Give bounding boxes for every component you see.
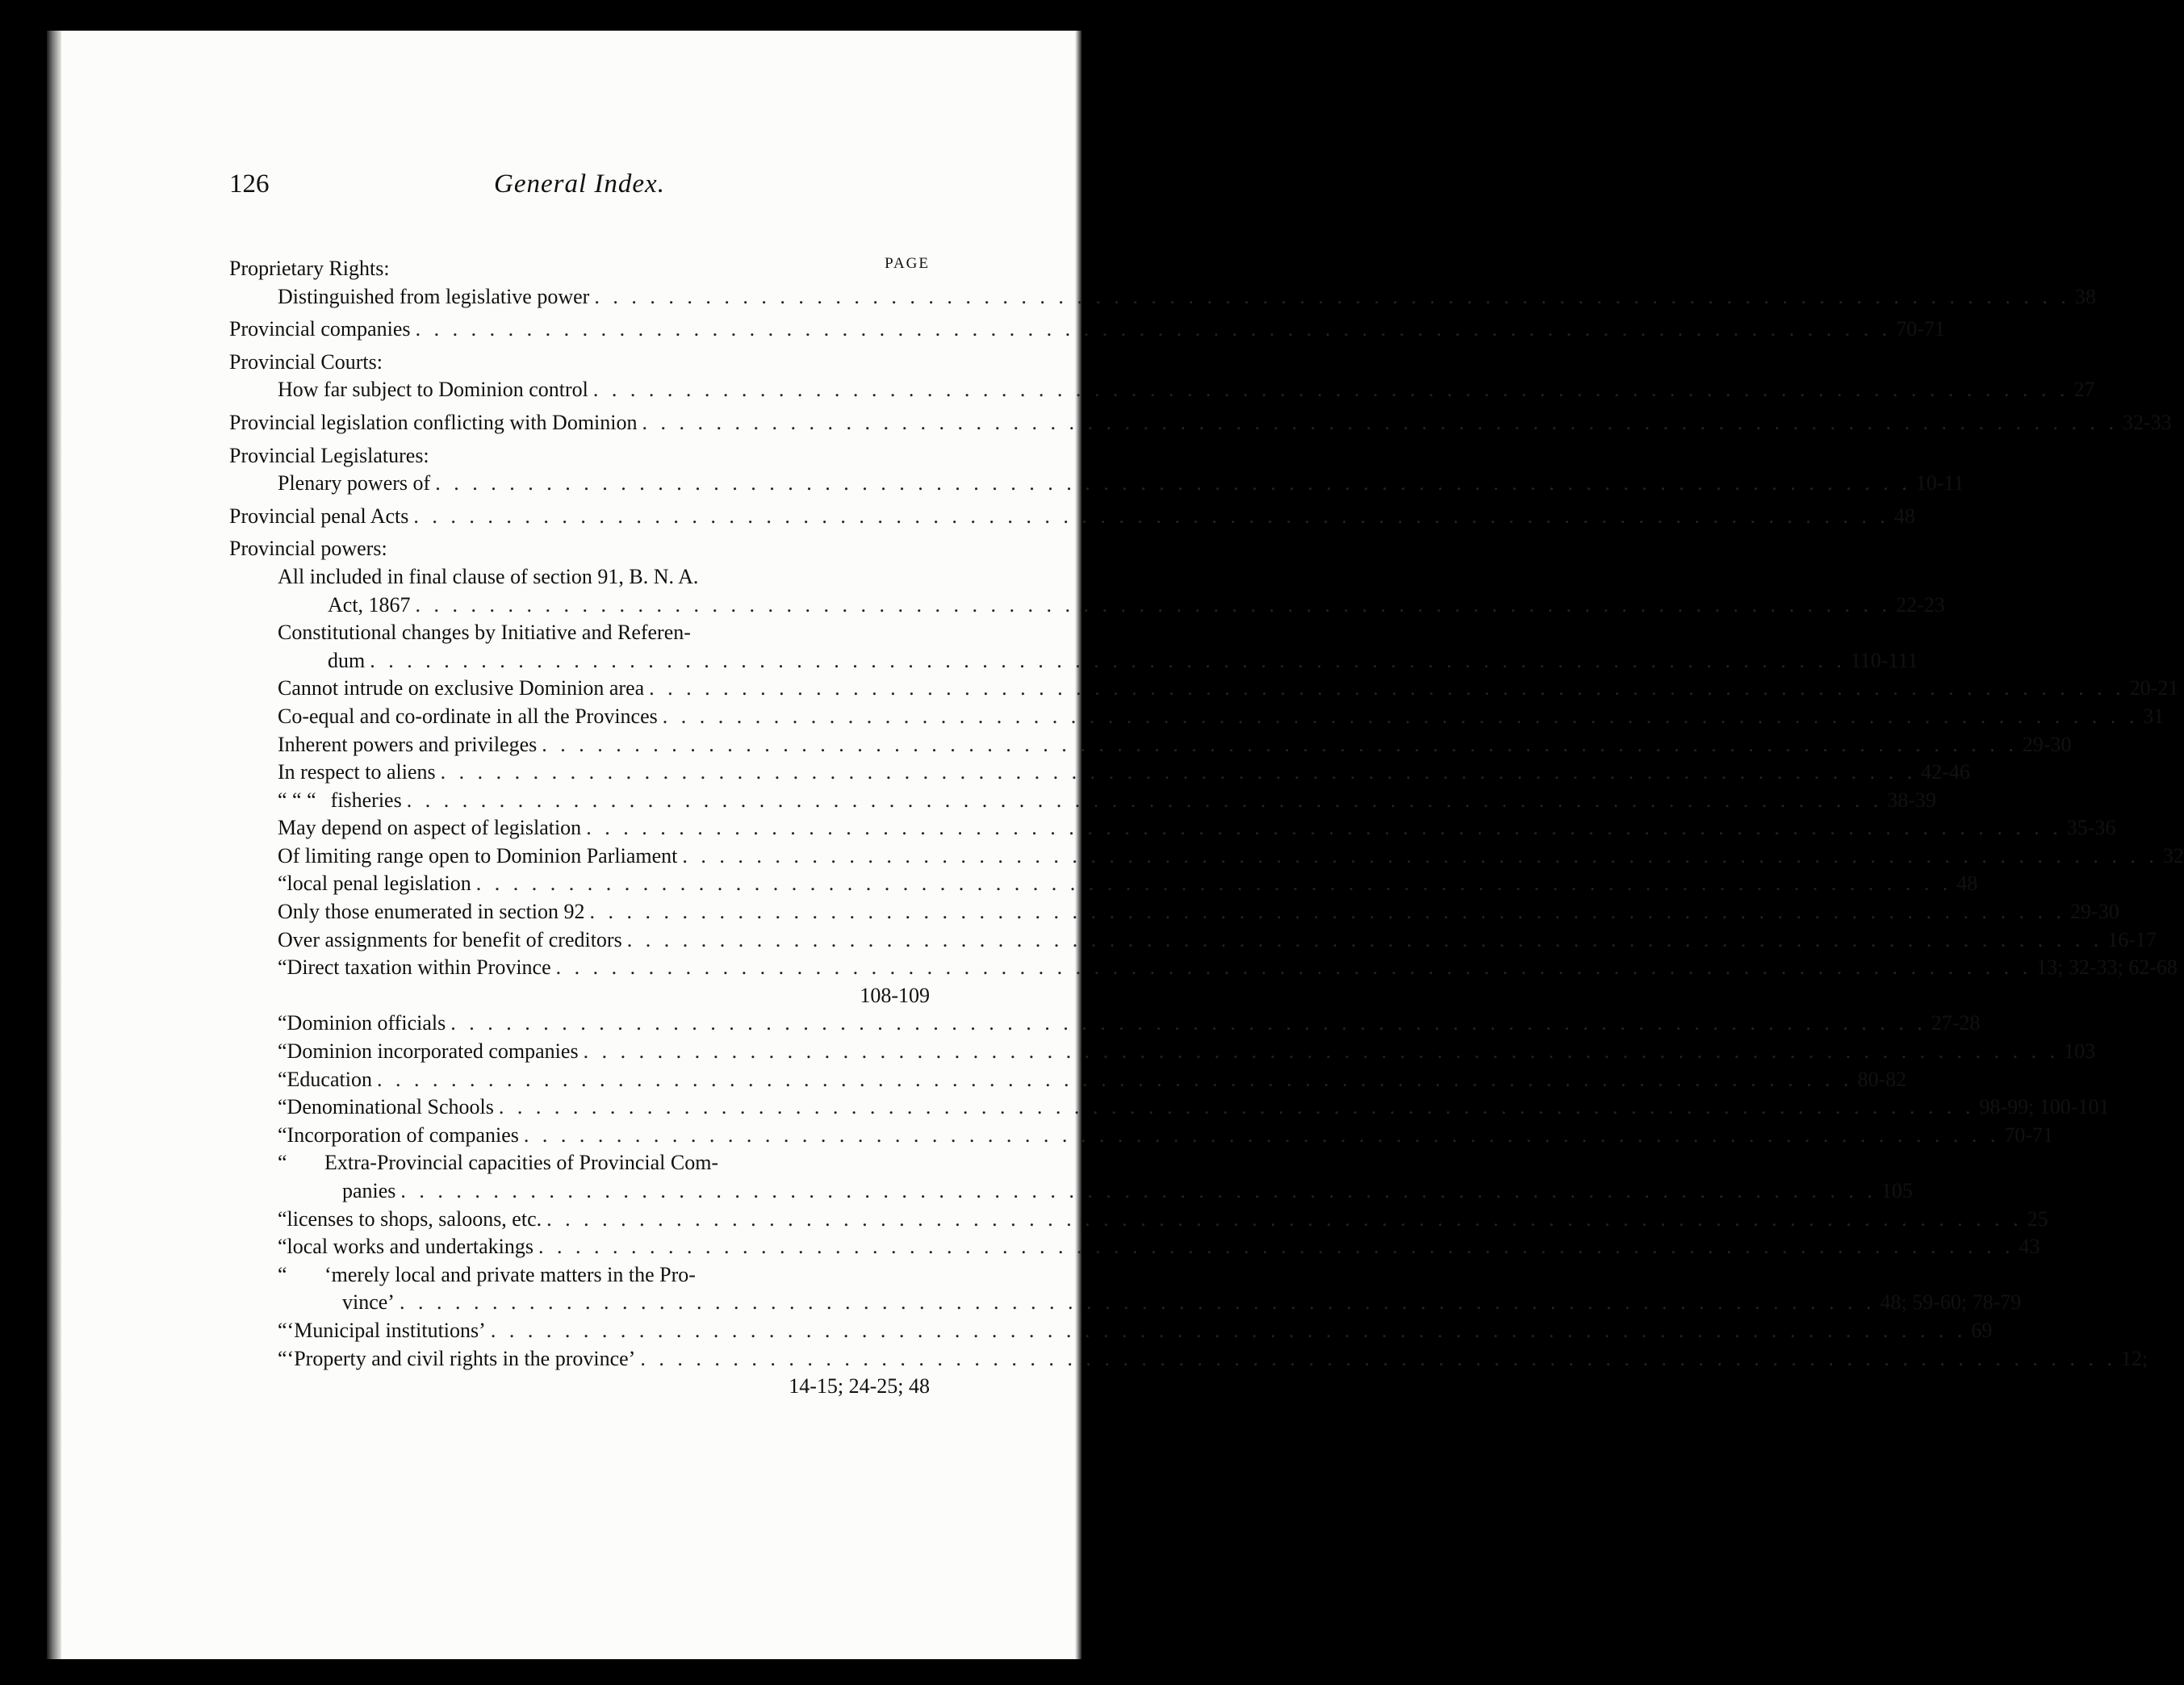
index-entry-pages: 38-39	[1887, 788, 1936, 812]
index-entry	[229, 470, 1964, 498]
index-entry	[229, 1345, 2148, 1374]
dot-leader: . . . . . . . . . . . . . . . . . . . . . . . . . . . . . . . . . . . . . . . . . . . . . . . . . . . . . . . . . . . . . . . . . . . . . . . . . . . . . . . .	[399, 1290, 1876, 1315]
ditto-mark: “	[278, 1095, 287, 1119]
dot-leader: . . . . . . . . . . . . . . . . . . . . . . . . . . . . . . . . . . . . . . . . . . . . . . . . . . . . . . . . . . . . . . . . . . . . . . . . . . . . . . . .	[642, 410, 2118, 434]
index-entry	[229, 1122, 2054, 1150]
index-entry-text: ‘Municipal institutions’	[287, 1318, 486, 1342]
general-index-list	[229, 255, 2184, 1401]
index-entry	[229, 1010, 1981, 1038]
dot-leader: . . . . . . . . . . . . . . . . . . . . . . . . . . . . . . . . . . . . . . . . . . . . . . . . . . . . . . . . . . . . . . . . . . . . . . . . . . . . . . . .	[523, 1123, 2000, 1147]
index-entry	[229, 283, 2096, 311]
index-entry-pages: 27-28	[1931, 1011, 1981, 1035]
dot-leader: . . . . . . . . . . . . . . . . . . . . . . . . . . . . . . . . . . . . . . . . . . . . . . . . . . . . . . . . . . . . . . . . . . . . . . . . . . . . . . . .	[370, 648, 1846, 672]
index-entry	[229, 376, 2095, 404]
dot-leader: . . . . . . . . . . . . . . . . . . . . . . . . . . . . . . . . . . . . . . . . . . . . . . . . . . . . . . . . . . . . . . . . . . . . . . . . . . . . . . . .	[400, 1179, 1876, 1202]
index-entry-text: Dominion officials	[287, 1011, 446, 1035]
page-column-label: PAGE	[885, 255, 930, 272]
index-entry-text: Proprietary Rights:	[229, 257, 390, 280]
index-entry	[229, 954, 2178, 982]
index-entry	[229, 1038, 2096, 1066]
index-entry-text: All included in final clause of section 91, B. N. A.	[278, 564, 699, 588]
index-entry-pages: 69	[1971, 1318, 1993, 1342]
index-entry-text: Extra-Provincial capacities of Provincial Com-	[324, 1151, 719, 1175]
index-entry-pages: 105	[1881, 1179, 1913, 1202]
ditto-mark: “	[278, 1011, 287, 1035]
index-entry-text: Education	[287, 1067, 372, 1091]
index-entry	[229, 1373, 930, 1401]
index-entry-text: panies	[342, 1179, 396, 1202]
index-entry	[229, 409, 2172, 437]
dot-leader: . . . . . . . . . . . . . . . . . . . . . . . . . . . . . . . . . . . . . . . . . . . . . . . . . . . . . . . . . . . . . . . . . . . . . . . . . . . . . . . .	[649, 676, 2125, 700]
index-entry-text: Provincial powers:	[229, 537, 387, 561]
index-entry	[229, 1093, 2110, 1122]
ditto-mark: “	[278, 872, 287, 896]
dot-leader: . . . . . . . . . . . . . . . . . . . . . . . . . . . . . . . . . . . . . . . . . . . . . . . . . . . . . . . . . . . . . . . . . . . . . . . . . . . . . . . .	[594, 284, 2070, 308]
index-entry-pages: 32-33	[2123, 410, 2172, 434]
ditto-mark: “	[278, 955, 287, 980]
dot-leader: . . . . . . . . . . . . . . . . . . . . . . . . . . . . . . . . . . . . . . . . . . . . . . . . . . . . . . . . . . . . . . . . . . . . . . . . . . . . . . . .	[586, 816, 2062, 840]
index-entry	[229, 1233, 2040, 1261]
index-entry-pages: 48; 59-60; 78-79	[1880, 1290, 2022, 1315]
index-entry-text: Act, 1867	[328, 592, 411, 617]
index-entry-text: Of limiting range open to Dominion Parliament	[278, 843, 678, 868]
ditto-mark: “	[278, 1123, 287, 1147]
dot-leader: . . . . . . . . . . . . . . . . . . . . . . . . . . . . . . . . . . . . . . . . . . . . . . . . . . . . . . . . . . . . . . . . . . . . . . . . . . . . . . . .	[475, 872, 1952, 896]
index-entry-pages: 29-30	[2022, 732, 2072, 756]
dot-leader: . . . . . . . . . . . . . . . . . . . . . . . . . . . . . . . . . . . . . . . . . . . . . . . . . . . . . . . . . . . . . . . . . . . . . . . . . . . . . . . .	[376, 1067, 1853, 1091]
ditto-mark: “	[278, 1262, 287, 1286]
dot-leader: . . . . . . . . . . . . . . . . . . . . . . . . . . . . . . . . . . . . . . . . . . . . . . . . . . . . . . . . . . . . . . . . . . . . . . . . . . . . . . . .	[662, 704, 2139, 728]
index-entry-text: Provincial penal Acts	[229, 504, 409, 528]
ditto-mark: “	[278, 1039, 287, 1064]
index-entry-text: Distinguished from legislative power	[278, 284, 590, 308]
index-entry	[229, 1289, 2022, 1317]
index-entry	[229, 898, 2119, 926]
index-entry	[229, 982, 930, 1010]
index-entry-pages: 14-15; 24-25; 48	[789, 1374, 930, 1399]
index-entry	[229, 870, 1978, 898]
index-entry-text: Provincial Legislatures:	[229, 443, 429, 467]
index-entry-text: fisheries	[330, 788, 402, 812]
index-entry-text: Plenary powers of	[278, 471, 431, 495]
index-entry	[229, 1149, 930, 1177]
dot-leader: . . . . . . . . . . . . . . . . . . . . . . . . . . . . . . . . . . . . . . . . . . . . . . . . . . . . . . . . . . . . . . . . . . . . . . . . . . . . . . . .	[435, 471, 1911, 495]
dot-leader: . . . . . . . . . . . . . . . . . . . . . . . . . . . . . . . . . . . . . . . . . . . . . . . . . . . . . . . . . . . . . . . . . . . . . . . . . . . . . . . .	[415, 317, 1892, 341]
index-entry	[229, 255, 930, 283]
ditto-mark: “	[278, 1235, 287, 1259]
dot-leader: . . . . . . . . . . . . . . . . . . . . . . . . . . . . . . . . . . . . . . . . . . . . . . . . . . . . . . . . . . . . . . . . . . . . . . . . . . . . . . . .	[589, 900, 2066, 924]
index-entry-text: licenses to shops, saloons, etc.	[287, 1206, 542, 1231]
index-entry-text: local penal legislation	[287, 872, 471, 896]
index-entry-pages: 29-30	[2070, 900, 2119, 924]
ditto-mark: “	[278, 1067, 287, 1091]
index-entry	[229, 675, 2179, 703]
index-entry	[229, 1177, 1913, 1206]
index-entry	[229, 349, 930, 377]
index-entry-text: Co-equal and co-ordinate in all the Provinces	[278, 704, 658, 728]
dot-leader: . . . . . . . . . . . . . . . . . . . . . . . . . . . . . . . . . . . . . . . . . . . . . . . . . . . . . . . . . . . . . . . . . . . . . . . . . . . . . . . .	[415, 592, 1892, 617]
index-entry-text: ‘Property and civil rights in the province’	[287, 1346, 636, 1370]
index-entry-text: vince’	[342, 1290, 395, 1315]
dot-leader: . . . . . . . . . . . . . . . . . . . . . . . . . . . . . . . . . . . . . . . . . . . . . . . . . . . . . . . . . . . . . . . . . . . . . . . . . . . . . . . .	[542, 732, 2018, 756]
index-entry-text: In respect to aliens	[278, 760, 436, 784]
index-entry-pages: 12;	[2120, 1346, 2148, 1370]
index-entry	[229, 1066, 1907, 1094]
index-entry	[229, 842, 2184, 871]
dot-leader: . . . . . . . . . . . . . . . . . . . . . . . . . . . . . . . . . . . . . . . . . . . . . . . . . . . . . . . . . . . . . . . . . . . . . . . . . . . . . . . .	[546, 1206, 2023, 1231]
index-entry-pages: 103	[2064, 1039, 2096, 1064]
page-number: 126	[229, 169, 270, 199]
dot-leader: . . . . . . . . . . . . . . . . . . . . . . . . . . . . . . . . . . . . . . . . . . . . . . . . . . . . . . . . . . . . . . . . . . . . . . . . . . . . . . . .	[450, 1011, 1927, 1035]
index-entry-pages: 70-71	[2004, 1123, 2054, 1147]
index-entry	[229, 563, 930, 592]
dot-leader: . . . . . . . . . . . . . . . . . . . . . . . . . . . . . . . . . . . . . . . . . . . . . . . . . . . . . . . . . . . . . . . . . . . . . . . . . . . . . . . .	[682, 843, 2158, 868]
running-title: General Index.	[494, 169, 665, 199]
index-entry-pages: 98-99; 100-101	[1979, 1095, 2110, 1119]
ditto-mark: “	[278, 1318, 287, 1342]
index-entry	[229, 316, 1945, 344]
dot-leader: . . . . . . . . . . . . . . . . . . . . . . . . . . . . . . . . . . . . . . . . . . . . . . . . . . . . . . . . . . . . . . . . . . . . . . . . . . . . . . . .	[440, 760, 1917, 784]
index-entry-text: Constitutional changes by Initiative and Referen-	[278, 621, 691, 645]
index-entry	[229, 1206, 2048, 1234]
page-header	[229, 169, 930, 210]
ditto-mark: “	[278, 1151, 287, 1175]
index-entry-text: May depend on aspect of legislation	[278, 816, 582, 840]
index-entry	[229, 731, 2072, 759]
index-entry	[229, 647, 1918, 675]
index-entry	[229, 592, 1945, 620]
index-entry	[229, 787, 1936, 815]
index-entry-pages: 27	[2073, 378, 2095, 402]
dot-leader: . . . . . . . . . . . . . . . . . . . . . . . . . . . . . . . . . . . . . . . . . . . . . . . . . . . . . . . . . . . . . . . . . . . . . . . . . . . . . . . .	[640, 1346, 2116, 1370]
dot-leader: . . . . . . . . . . . . . . . . . . . . . . . . . . . . . . . . . . . . . . . . . . . . . . . . . . . . . . . . . . . . . . . . . . . . . . . . . . . . . . . .	[490, 1318, 1967, 1342]
index-entry	[229, 759, 1970, 787]
index-entry	[229, 535, 930, 563]
index-entry-pages: 48	[1956, 872, 1978, 896]
dot-leader: . . . . . . . . . . . . . . . . . . . . . . . . . . . . . . . . . . . . . . . . . . . . . . . . . . . . . . . . . . . . . . . . . . . . . . . . . . . . . . . .	[413, 504, 1889, 528]
index-entry-pages: 25	[2027, 1206, 2048, 1231]
index-entry-text: ‘merely local and private matters in the Pro-	[324, 1262, 696, 1286]
dot-leader: . . . . . . . . . . . . . . . . . . . . . . . . . . . . . . . . . . . . . . . . . . . . . . . . . . . . . . . . . . . . . . . . . . . . . . . . . . . . . . . .	[538, 1235, 2015, 1259]
index-entry	[229, 503, 1915, 531]
index-entry-pages: 42-46	[1921, 760, 1970, 784]
index-entry-pages: 108-109	[860, 983, 930, 1007]
index-entry-pages: 10-11	[1915, 471, 1964, 495]
index-entry	[229, 814, 2116, 842]
index-entry-text: Direct taxation within Province	[287, 955, 551, 980]
dot-leader: . . . . . . . . . . . . . . . . . . . . . . . . . . . . . . . . . . . . . . . . . . . . . . . . . . . . . . . . . . . . . . . . . . . . . . . . . . . . . . . .	[592, 378, 2069, 402]
dot-leader: . . . . . . . . . . . . . . . . . . . . . . . . . . . . . . . . . . . . . . . . . . . . . . . . . . . . . . . . . . . . . . . . . . . . . . . . . . . . . . . .	[555, 955, 2032, 980]
index-entry-text: Denominational Schools	[287, 1095, 494, 1119]
dot-leader: . . . . . . . . . . . . . . . . . . . . . . . . . . . . . . . . . . . . . . . . . . . . . . . . . . . . . . . . . . . . . . . . . . . . . . . . . . . . . . . .	[498, 1095, 1975, 1119]
index-entry-text: Dominion incorporated companies	[287, 1039, 579, 1064]
index-entry-pages: 110-111	[1850, 648, 1918, 672]
ditto-mark: “ “ “	[278, 788, 316, 812]
index-entry-text: local works and undertakings	[287, 1235, 533, 1259]
index-entry-text: dum	[328, 648, 366, 672]
index-entry-pages: 38	[2074, 284, 2096, 308]
index-entry	[229, 926, 2157, 955]
index-entry-pages: 20-21	[2129, 676, 2179, 700]
index-entry-text: Only those enumerated in section 92	[278, 900, 585, 924]
index-entry-pages: 32	[2162, 843, 2184, 868]
index-entry-text: Incorporation of companies	[287, 1123, 519, 1147]
index-entry	[229, 619, 930, 647]
ditto-mark: “	[278, 1346, 287, 1370]
index-entry-pages: 16-17	[2107, 927, 2157, 951]
index-entry-pages: 43	[2019, 1235, 2040, 1259]
index-entry-text: Cannot intrude on exclusive Dominion area	[278, 676, 645, 700]
index-entry-pages: 13; 32-33; 62-68	[2036, 955, 2178, 980]
dot-leader: . . . . . . . . . . . . . . . . . . . . . . . . . . . . . . . . . . . . . . . . . . . . . . . . . . . . . . . . . . . . . . . . . . . . . . . . . . . . . . . .	[626, 927, 2103, 951]
index-entry-pages: 80-82	[1857, 1067, 1907, 1091]
index-entry	[229, 442, 930, 470]
index-entry	[229, 1261, 930, 1290]
index-entry-text: Provincial legislation conflicting with Dominion	[229, 410, 638, 434]
index-entry-text: Provincial Courts:	[229, 349, 383, 374]
index-entry-pages: 70-71	[1896, 317, 1945, 341]
ditto-mark: “	[278, 1206, 287, 1231]
index-entry-pages: 35-36	[2066, 816, 2116, 840]
index-entry	[229, 1317, 1993, 1345]
index-entry	[229, 703, 2165, 731]
dot-leader: . . . . . . . . . . . . . . . . . . . . . . . . . . . . . . . . . . . . . . . . . . . . . . . . . . . . . . . . . . . . . . . . . . . . . . . . . . . . . . . .	[583, 1039, 2060, 1064]
index-entry-pages: 48	[1893, 504, 1915, 528]
index-entry-text: Provincial companies	[229, 317, 411, 341]
index-entry-text: How far subject to Dominion control	[278, 378, 588, 402]
dot-leader: . . . . . . . . . . . . . . . . . . . . . . . . . . . . . . . . . . . . . . . . . . . . . . . . . . . . . . . . . . . . . . . . . . . . . . . . . . . . . . . .	[406, 788, 1883, 812]
index-entry-text: Inherent powers and privileges	[278, 732, 538, 756]
index-entry-text: Over assignments for benefit of creditors	[278, 927, 622, 951]
page-gutter-shadow	[47, 31, 61, 1659]
index-entry-pages: 31	[2143, 704, 2165, 728]
index-entry-pages: 22-23	[1896, 592, 1945, 617]
